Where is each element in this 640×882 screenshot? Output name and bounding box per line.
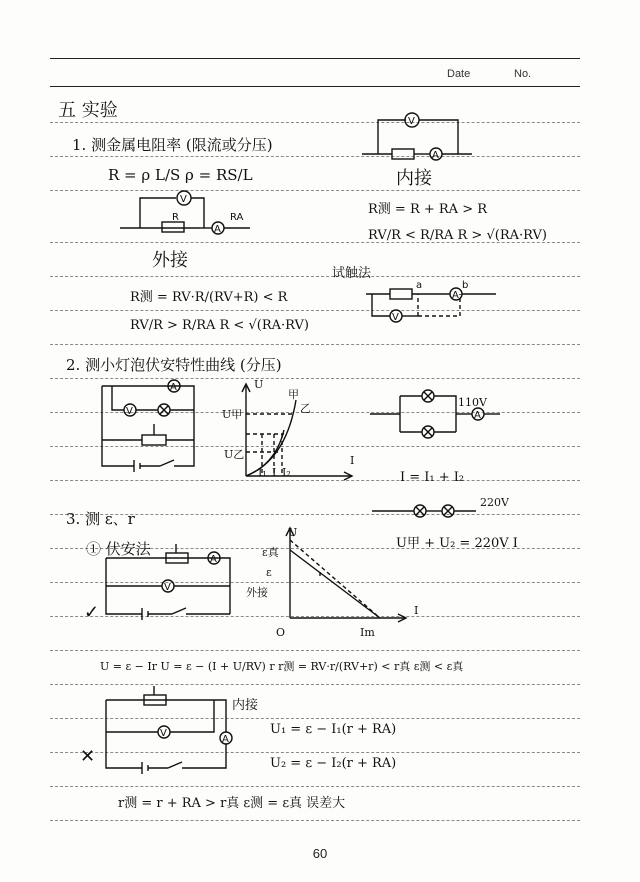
trial-contact-circuit [366, 280, 506, 326]
ruled-line [50, 344, 580, 345]
svg-text:V: V [160, 728, 167, 739]
ruled-line [50, 276, 580, 277]
svg-text:A: A [474, 410, 481, 421]
s1-formula: R = ρ L/S ρ = RS/L [108, 166, 253, 184]
graph-u-label: U [254, 378, 264, 391]
trial-label: 试触法 [332, 266, 372, 281]
outer-label: 外接 [152, 250, 188, 271]
graph-i1-label: I₁ [258, 466, 267, 479]
inner-connection-circuit [362, 108, 472, 166]
svg-text:V: V [126, 406, 133, 417]
series-lamps-circuit [372, 500, 492, 522]
emf-graph-emf: ε [266, 566, 272, 579]
ruled-line [50, 156, 580, 157]
divider-circuit [98, 380, 206, 472]
s2-title: 2. 测小灯泡伏安特性曲线 (分压) [66, 356, 282, 374]
emf-eq-u1: U₁ = ε − I₁(r + RA) [270, 722, 397, 737]
outer-formula-1: R测 = RV·R/(RV+R) < R [130, 290, 288, 305]
graph-u-jia-label: U甲 [222, 408, 243, 421]
resistor-icon [390, 289, 412, 299]
graph-jia-label: 甲 [288, 388, 299, 401]
s1-title: 1. 测金属电阻率 (限流或分压) [72, 136, 273, 154]
ui-emf-graph [280, 524, 410, 624]
svg-text:A: A [222, 734, 229, 745]
ruled-line [50, 650, 580, 651]
parallel-voltage: 110V [458, 396, 487, 409]
svg-text:RA: RA [230, 212, 244, 223]
inner-label: 内接 [396, 168, 432, 189]
section-title: 五 实验 [58, 100, 118, 121]
emf-inner-label: 内接 [232, 698, 259, 713]
header-rule-bottom [50, 86, 580, 87]
parallel-lamps-circuit [370, 382, 500, 446]
svg-text:A: A [432, 150, 439, 161]
resistor-icon [162, 222, 184, 232]
svg-text:V: V [408, 116, 415, 127]
emf-inner-circuit [106, 692, 236, 774]
emf-equation-1: U = ε − Ir U = ε − (I + U/RV) r r测 = RV·r/(RV+r) < r真 ε测 < ε真 [100, 660, 464, 673]
emf-outer-circuit [106, 548, 236, 620]
svg-text:A: A [170, 382, 177, 393]
graph-i-axis-label: I [350, 454, 355, 467]
series-voltage: 220V [480, 496, 509, 509]
svg-text:a: a [416, 280, 423, 291]
no-label: No. [514, 68, 532, 80]
s3-method: ① 伏安法 [86, 540, 151, 558]
svg-text:R: R [172, 212, 179, 223]
header-rule [50, 58, 580, 59]
graph-u-yi-label: U乙 [224, 448, 245, 461]
emf-eq-u2: U₂ = ε − I₂(r + RA) [270, 756, 397, 771]
page-number: 60 [312, 846, 328, 861]
svg-text:V: V [392, 312, 399, 323]
emf-graph-origin: O [276, 626, 286, 639]
series-formula: U甲 + U₂ = 220V I [396, 536, 518, 551]
emf-graph-emf-true: ε真 [262, 546, 279, 559]
emf-graph-i: I [414, 604, 419, 617]
svg-text:V: V [164, 582, 171, 593]
outer-connection-circuit [120, 190, 260, 240]
outer-formula-2: RV/R > R/RA R < √(RA·RV) [130, 318, 309, 333]
svg-text:V: V [180, 194, 187, 205]
svg-text:b: b [462, 280, 469, 291]
emf-graph-im: Im [360, 626, 375, 639]
graph-yi-label: 乙 [300, 402, 311, 415]
resistor-icon [392, 149, 414, 159]
s3-title: 3. 测 ε、r [66, 510, 135, 528]
graph-i-label: I [272, 466, 277, 479]
emf-graph-u-label: U [288, 526, 298, 539]
series-note: I = I₁ + I₂ [400, 470, 465, 485]
rheostat-icon [142, 435, 166, 445]
check-mark: ✓ [84, 602, 100, 623]
ruled-line [50, 378, 580, 379]
emf-graph-outer: 外接 [246, 586, 268, 599]
inner-formula-2: RV/R < R/RA R > √(RA·RV) [368, 228, 547, 243]
ruled-line [50, 786, 580, 787]
date-label: Date [447, 68, 471, 80]
graph-i2-label: I₂ [282, 466, 291, 479]
emf-conclusion: r测 = r + RA > r真 ε测 = ε真 误差大 [118, 796, 346, 811]
svg-text:A: A [452, 290, 459, 301]
inner-formula-1: R测 = R + RA > R [368, 202, 488, 217]
svg-text:A: A [210, 554, 217, 565]
ruled-line [50, 820, 580, 821]
svg-text:A: A [214, 224, 221, 235]
ruled-line [50, 122, 580, 123]
ruled-line [50, 684, 580, 685]
cross-mark: ✕ [80, 746, 96, 767]
ruled-line [50, 480, 580, 481]
